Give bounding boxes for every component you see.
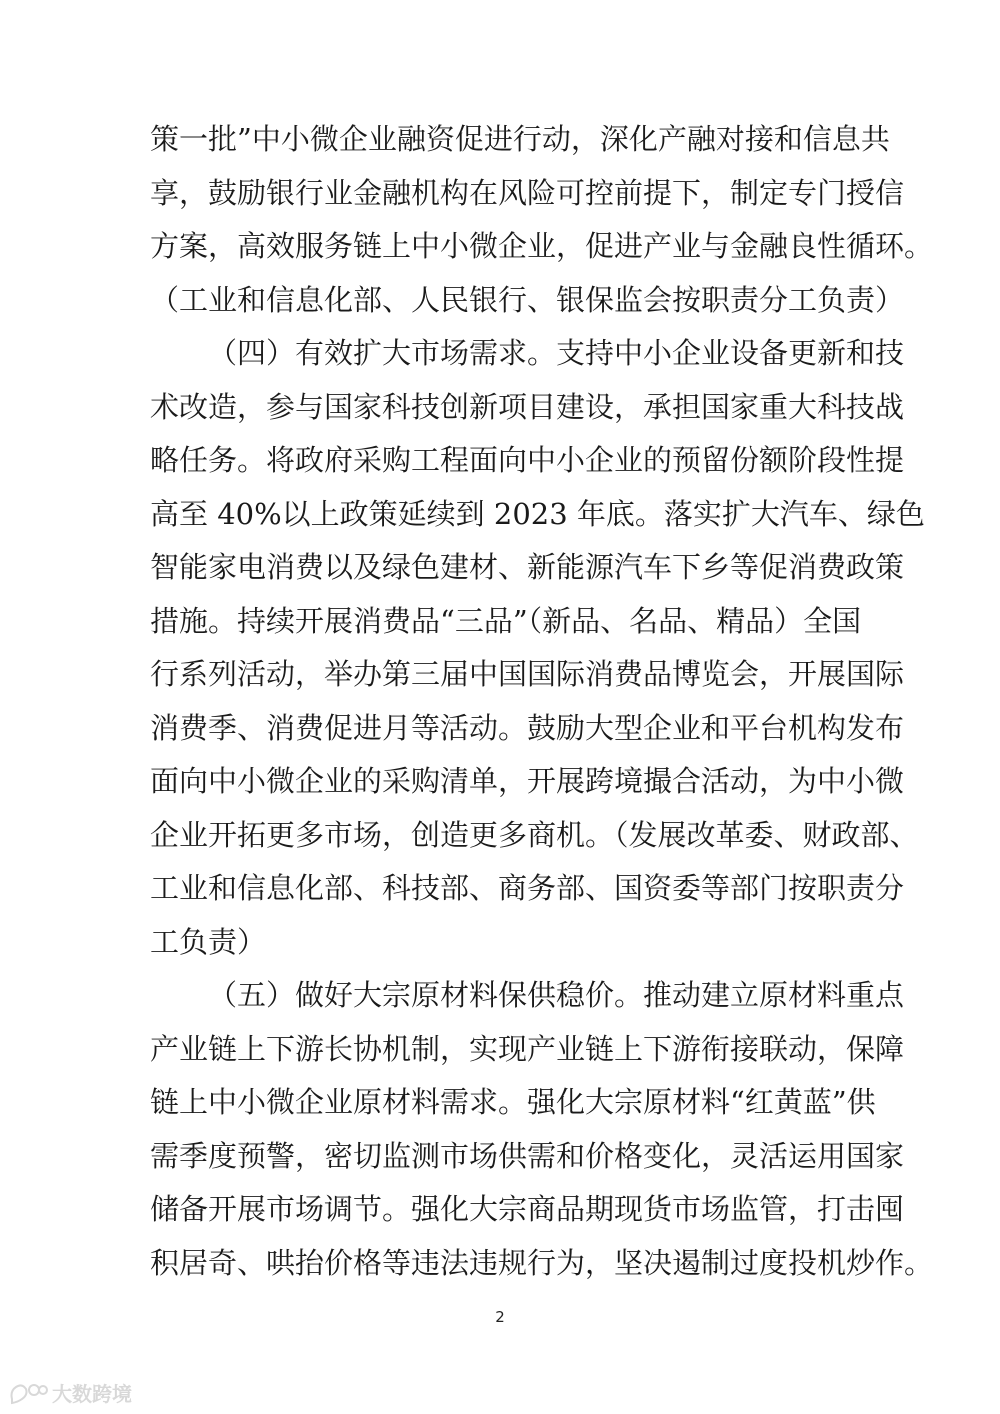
section-heading-line: （四）有效扩大市场需求。支持中小企业设备更新和技 — [208, 336, 905, 370]
text-line: 工业和信息化部、科技部、商务部、国资委等部门按职责分 — [150, 871, 905, 905]
document-body — [150, 113, 934, 1290]
text-line: 需季度预警，密切监测市场供需和价格变化，灵活运用国家 — [150, 1138, 905, 1173]
text-line: 消费季、消费促进月等活动。鼓励大型企业和平台机构发布 — [150, 710, 905, 745]
text-line: 措施。持续开展消费品“三品”（新品、名品、精品）全国 — [150, 603, 862, 638]
text-line: 储备开展市场调节。强化大宗商品期现货市场监管，打击囤 — [150, 1192, 905, 1226]
section-heading-line: （五）做好大宗原材料保供稳价。推动建立原材料重点 — [208, 978, 905, 1012]
page-number: 2 — [495, 1308, 505, 1326]
text-line: 智能家电消费以及绿色建材、新能源汽车下乡等促消费政策 — [150, 550, 905, 584]
text-line: 工负责） — [150, 924, 267, 959]
text-line: 链上中小微企业原材料需求。强化大宗原材料“红黄蓝”供 — [150, 1085, 876, 1119]
text-line: 术改造，参与国家科技创新项目建设，承担国家重大科技战 — [150, 389, 905, 424]
text-line: 产业链上下游长协机制，实现产业链上下游衔接联动，保障 — [150, 1031, 905, 1066]
paragraph-raw-materials — [150, 969, 934, 1290]
paragraph-financing — [150, 113, 934, 327]
text-line: 享，鼓励银行业金融机构在风险可控前提下，制定专门授信 — [150, 175, 905, 210]
watermark-text: 大数跨境 — [52, 1382, 132, 1406]
text-line: 高至 40%以上政策延续到 2023 年底。落实扩大汽车、绿色 — [150, 496, 925, 531]
text-line: 面向中小微企业的采购清单，开展跨境撮合活动，为中小微 — [150, 764, 905, 798]
paragraph-market-demand — [150, 327, 925, 969]
text-line: 略任务。将政府采购工程面向中小企业的预留份额阶段性提 — [150, 443, 905, 477]
text-line: 方案，高效服务链上中小微企业，促进产业与金融良性循环。 — [150, 229, 934, 263]
text-line: 行系列活动，举办第三届中国国际消费品博览会，开展国际 — [150, 657, 905, 691]
text-line: （工业和信息化部、人民银行、银保监会按职责分工负责） — [150, 282, 905, 317]
text-line: 企业开拓更多市场，创造更多商机。（发展改革委、财政部、 — [150, 817, 919, 852]
text-line: 积居奇、哄抬价格等违法违规行为，坚决遏制过度投机炒作。 — [150, 1245, 934, 1280]
text-line: 策一批”中小微企业融资促进行动，深化产融对接和信息共 — [150, 122, 890, 156]
watermark — [8, 1378, 132, 1407]
bubble-logo-icon — [8, 1381, 48, 1405]
